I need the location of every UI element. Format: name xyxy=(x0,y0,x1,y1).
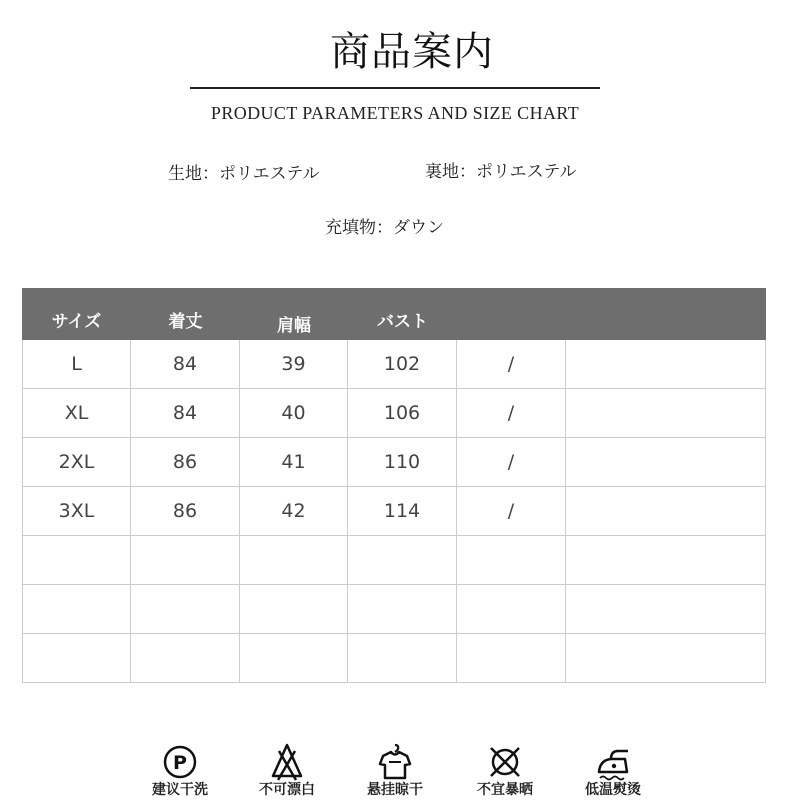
table-cell xyxy=(22,585,131,634)
column-header: バスト xyxy=(377,312,428,332)
column-header: 着丈 xyxy=(168,312,203,332)
dry-clean-symbol: P xyxy=(173,752,187,774)
table-row xyxy=(22,634,766,683)
size-chart-table xyxy=(22,288,766,683)
table-header-row xyxy=(22,288,766,340)
table-cell xyxy=(457,585,566,634)
table-cell: 84 xyxy=(131,340,240,389)
care-label-no-sun-dry: 不宜暴晒 xyxy=(477,782,533,798)
care-label-dry-clean: 建议干洗 xyxy=(152,782,208,798)
table-cell xyxy=(348,536,457,585)
table-cell xyxy=(566,585,766,634)
column-header xyxy=(457,288,566,340)
column-header: サイズ xyxy=(51,312,102,332)
table-cell: 106 xyxy=(348,389,457,438)
table-cell xyxy=(348,634,457,683)
table-cell: 114 xyxy=(348,487,457,536)
table-row xyxy=(22,487,766,536)
material-outer-value: ポリエステル xyxy=(219,164,320,184)
table-cell: 86 xyxy=(131,487,240,536)
table-cell xyxy=(566,536,766,585)
material-outer-label: 生地： xyxy=(168,164,219,184)
table-cell xyxy=(22,536,131,585)
table-cell: 2XL xyxy=(22,438,131,487)
material-lining xyxy=(425,161,576,183)
table-cell xyxy=(566,438,766,487)
table-cell: / xyxy=(457,389,566,438)
title-divider xyxy=(190,87,600,89)
table-cell: 42 xyxy=(240,487,348,536)
table-cell: 3XL xyxy=(22,487,131,536)
table-cell xyxy=(348,585,457,634)
table-cell: L xyxy=(22,340,131,389)
page-subtitle: PRODUCT PARAMETERS AND SIZE CHART xyxy=(210,103,580,123)
table-cell: 41 xyxy=(240,438,348,487)
table-cell: 86 xyxy=(131,438,240,487)
material-lining-value: ポリエステル xyxy=(476,162,577,182)
table-cell: 110 xyxy=(348,438,457,487)
hang-dry-icon xyxy=(373,742,417,782)
care-label-no-bleach: 不可漂白 xyxy=(259,782,315,798)
low-iron-icon xyxy=(591,742,635,782)
material-lining-label: 裏地： xyxy=(425,162,476,182)
dry-clean-icon xyxy=(158,742,202,782)
material-filling-value: ダウン xyxy=(393,218,444,238)
page-title: 商品案内 xyxy=(330,29,494,75)
table-cell xyxy=(240,536,348,585)
table-row xyxy=(22,438,766,487)
table-cell: 84 xyxy=(131,389,240,438)
table-row xyxy=(22,536,766,585)
table-cell xyxy=(457,536,566,585)
care-label-low-iron: 低温熨烫 xyxy=(585,782,641,798)
table-cell: 102 xyxy=(348,340,457,389)
no-sun-dry-icon xyxy=(483,742,527,782)
column-header xyxy=(566,288,766,340)
table-cell xyxy=(240,634,348,683)
table-row xyxy=(22,585,766,634)
table-cell: / xyxy=(457,438,566,487)
table-cell xyxy=(131,536,240,585)
table-cell xyxy=(131,634,240,683)
table-cell xyxy=(457,634,566,683)
table-cell xyxy=(566,487,766,536)
table-cell: XL xyxy=(22,389,131,438)
table-cell: / xyxy=(457,340,566,389)
table-cell: 40 xyxy=(240,389,348,438)
care-label-hang-dry: 悬挂晾干 xyxy=(367,782,423,798)
table-cell xyxy=(240,585,348,634)
table-cell xyxy=(131,585,240,634)
no-bleach-icon xyxy=(265,742,309,782)
column-header: 肩幅 xyxy=(277,316,311,336)
table-row xyxy=(22,389,766,438)
table-cell: 39 xyxy=(240,340,348,389)
table-cell xyxy=(566,389,766,438)
material-outer xyxy=(168,163,319,185)
material-filling xyxy=(325,217,444,239)
table-cell: / xyxy=(457,487,566,536)
table-cell xyxy=(566,340,766,389)
material-filling-label: 充填物： xyxy=(325,218,393,238)
table-row xyxy=(22,340,766,389)
table-cell xyxy=(566,634,766,683)
table-cell xyxy=(22,634,131,683)
